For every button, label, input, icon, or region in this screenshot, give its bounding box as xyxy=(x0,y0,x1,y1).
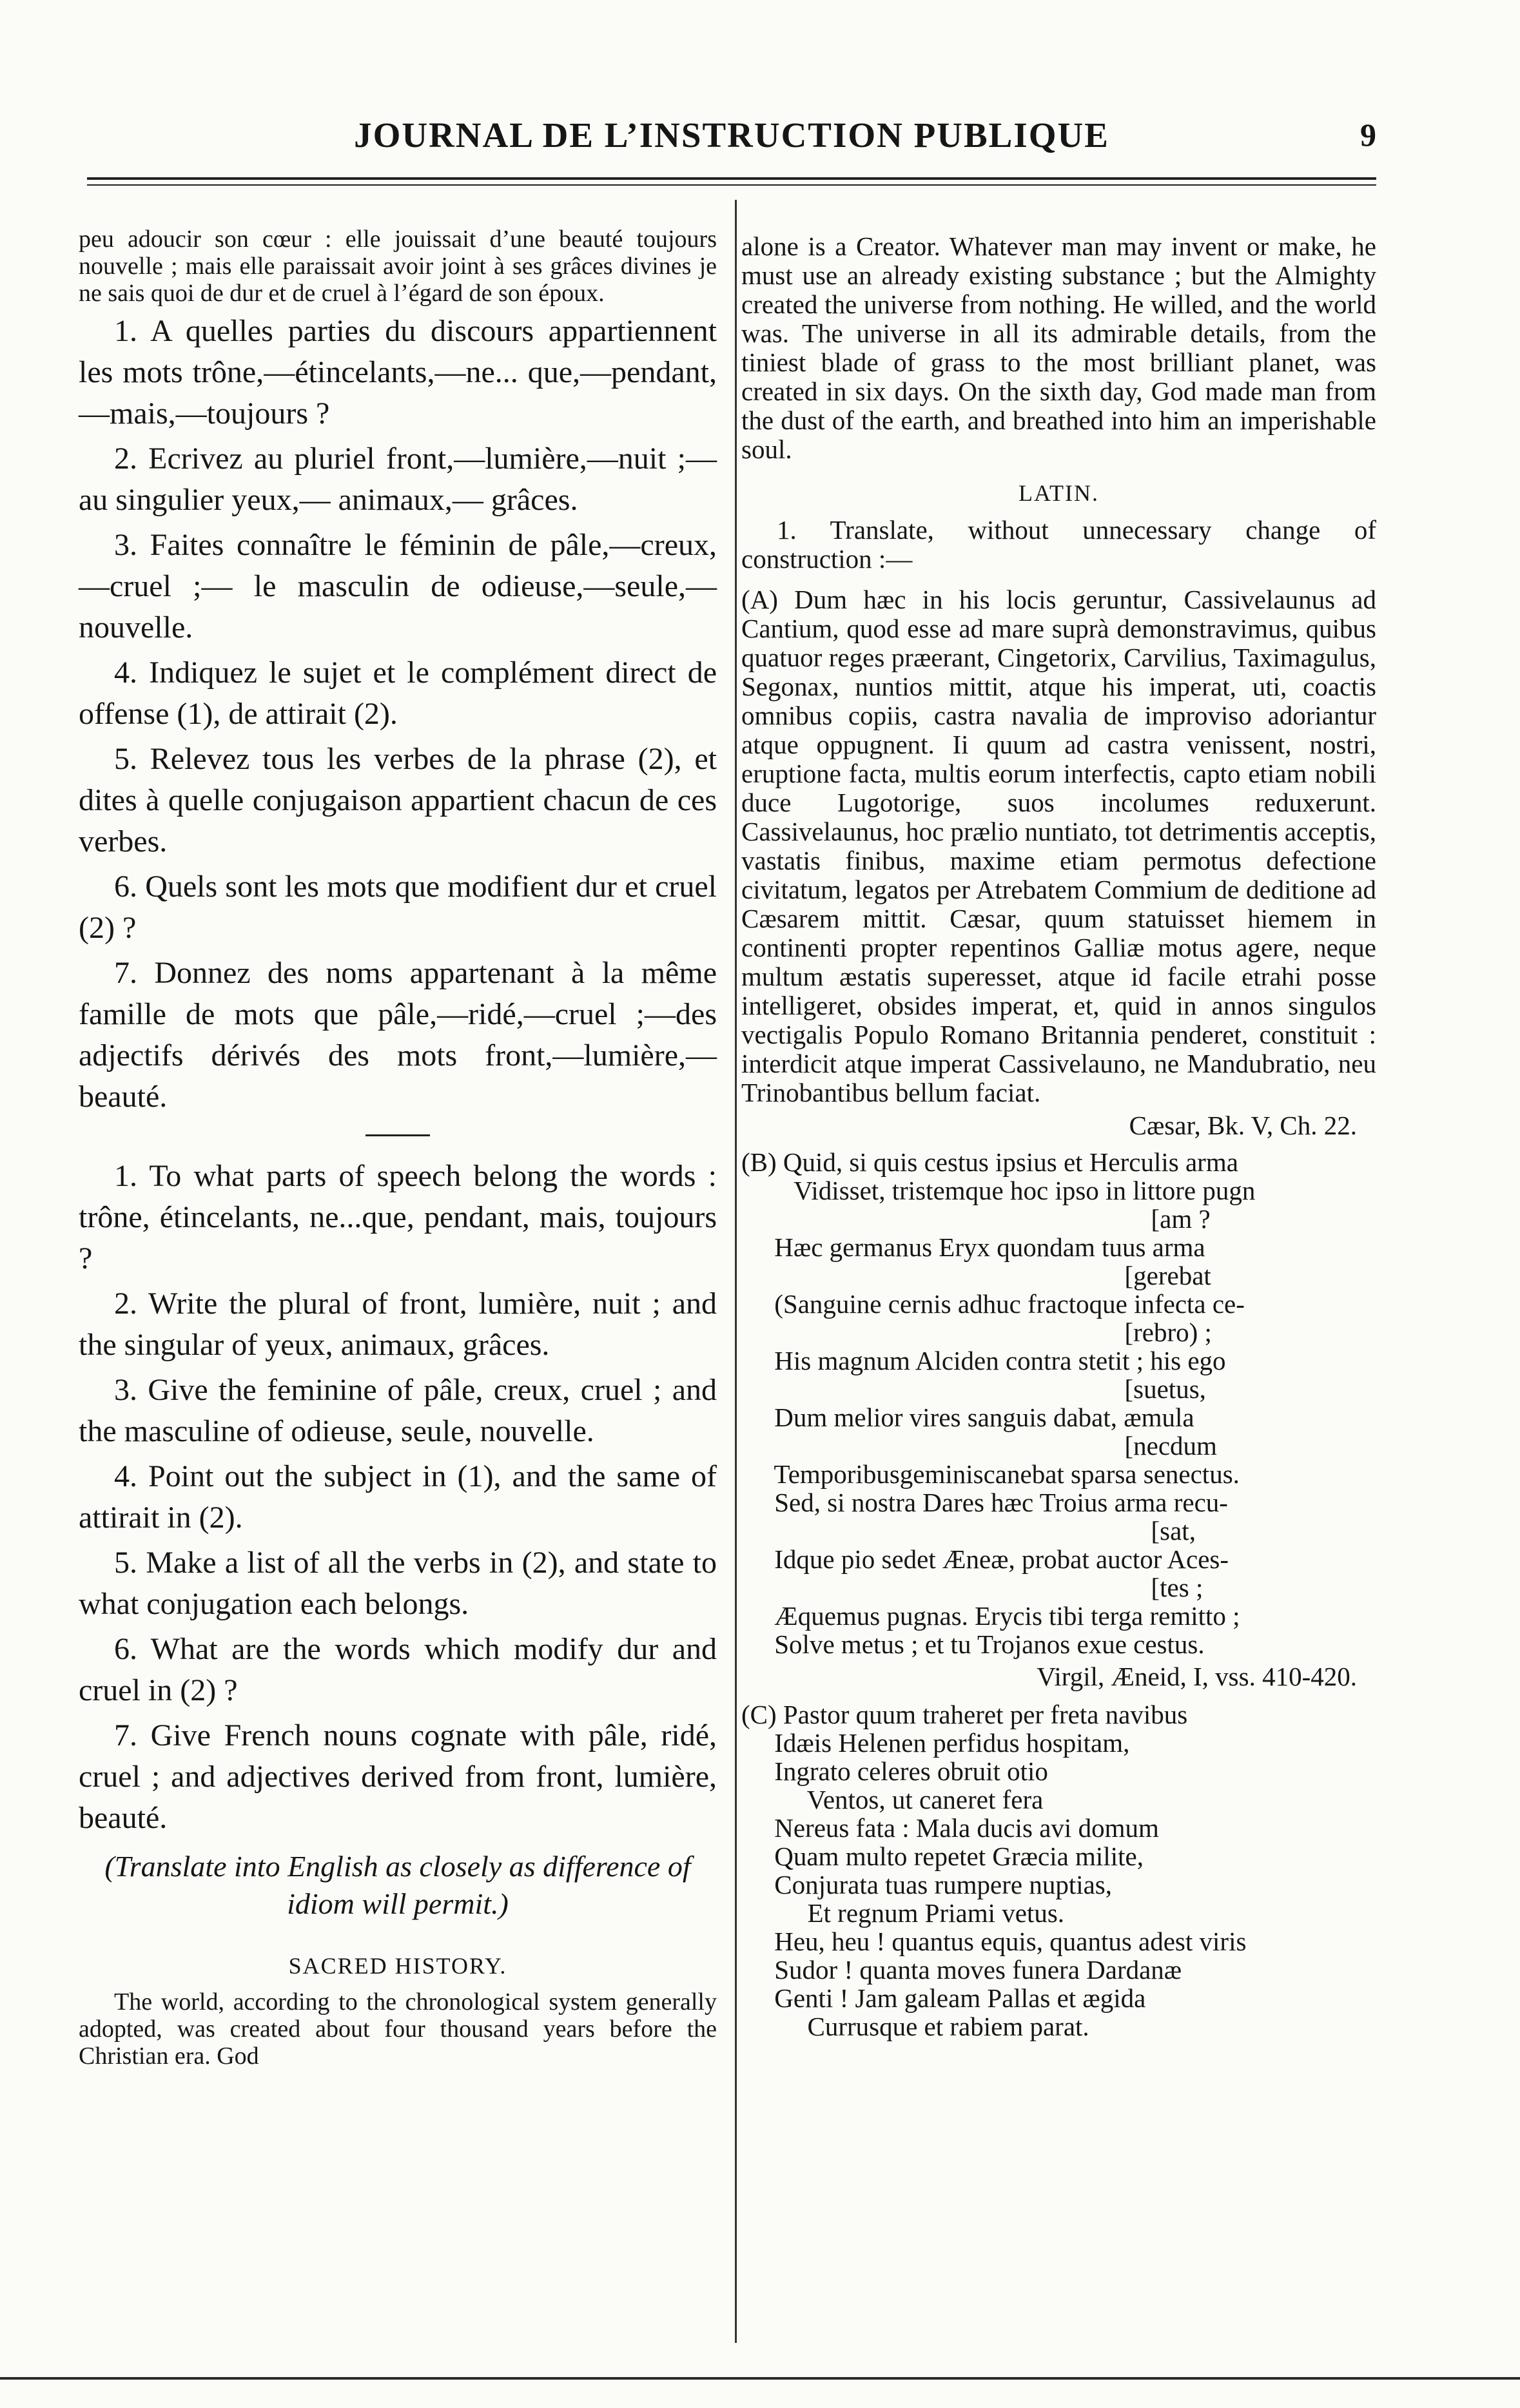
english-question-2: 2. Write the plural of front, lumière, nuit ; and the singular of yeux, animaux, grâces. xyxy=(79,1287,717,1362)
journal-title: JOURNAL DE L’INSTRUCTION PUBLIQUE xyxy=(354,115,1109,155)
french-question-4: 4. Indiquez le sujet et le complément direct de offense (1), de attirait (2). xyxy=(79,655,717,731)
page-bottom-edge xyxy=(0,2377,1520,2380)
verse-line: Ventos, ut caneret fera xyxy=(741,1785,1044,1814)
verse-line: (Sanguine cernis adhuc fractoque infecta ce- xyxy=(741,1289,1245,1319)
passage-b xyxy=(741,1148,1376,1658)
passage-b-source: Virgil, Æneid, I, vss. 410-420. xyxy=(1037,1662,1357,1691)
verse-line: Heu, heu ! quantus equis, quantus adest viris xyxy=(741,1927,1247,1956)
verse-line: [gerebat xyxy=(741,1261,1211,1290)
verse-line: Nereus fata : Mala ducis avi domum xyxy=(741,1813,1159,1843)
left-column xyxy=(79,226,717,2070)
verse-line: [necdum xyxy=(741,1431,1217,1461)
verse-line: Ingrato celeres obruit otio xyxy=(741,1756,1048,1786)
right-column xyxy=(741,232,1376,2041)
verse-line: Dum melior vires sanguis dabat, æmula xyxy=(741,1403,1194,1432)
sacred-history-heading: SACRED HISTORY. xyxy=(288,1953,507,1979)
verse-line: Genti ! Jam galeam Pallas et ægida xyxy=(741,1983,1146,2013)
translation-note: (Translate into English as closely as difference of idiom will permit.) xyxy=(104,1850,691,1920)
intro-paragraph: peu adoucir son cœur : elle jouissait d’une beauté toujours nouvelle ; mais elle paraissait avoir joint à ses grâces divines je ne sais quoi de dur et de cruel à l’égard de son époux. xyxy=(79,226,717,307)
verse-line: Solve metus ; et tu Trojanos exue cestus. xyxy=(741,1629,1205,1659)
french-question-5: 5. Relevez tous les verbes de la phrase (2), et dites à quelle conjugaison appartient chacun de ces verbes. xyxy=(79,742,717,859)
verse-line: Æquemus pugnas. Erycis tibi terga remitto ; xyxy=(741,1601,1240,1631)
english-question-7: 7. Give French nouns cognate with pâle, ridé, cruel ; and adjectives derived from front, lumière, beauté. xyxy=(79,1718,717,1835)
verse-line: [suetus, xyxy=(741,1374,1206,1404)
page-number: 9 xyxy=(1360,117,1376,153)
latin-instruction: 1. Translate, without unnecessary change of construction :— xyxy=(741,515,1376,574)
passage-c xyxy=(741,1700,1376,2041)
verse-line: Conjurata tuas rumpere nuptias, xyxy=(741,1870,1113,1899)
verse-line: [tes ; xyxy=(741,1573,1203,1602)
verse-line: [am ? xyxy=(741,1204,1211,1234)
column-divider xyxy=(735,200,737,2343)
verse-line: [rebro) ; xyxy=(741,1317,1212,1347)
french-question-3: 3. Faites connaître le féminin de pâle,—creux,—cruel ;— le masculin de odieuse,—seule,—nouvelle. xyxy=(79,528,717,645)
verse-line: His magnum Alciden contra stetit ; his ego xyxy=(741,1346,1226,1375)
french-question-7: 7. Donnez des noms appartenant à la même famille de mots que pâle,—ridé,—cruel ;—des adjectifs dérivés des mots front,—lumière,—beauté. xyxy=(79,956,717,1114)
english-question-4: 4. Point out the subject in (1), and the same of attirait in (2). xyxy=(79,1459,717,1535)
verse-line: (C) Pastor quum traheret per freta navibus xyxy=(741,1700,1188,1729)
english-question-6: 6. What are the words which modify dur and cruel in (2) ? xyxy=(79,1632,717,1707)
sacred-history-text: The world, according to the chronological system generally adopted, was created about four thousand years before the Christian era. God xyxy=(79,1988,717,2070)
verse-line: Hæc germanus Eryx quondam tuus arma xyxy=(741,1232,1205,1262)
page-header xyxy=(87,115,1376,173)
passage-a-source: Cæsar, Bk. V, Ch. 22. xyxy=(1129,1111,1357,1140)
verse-line: Idque pio sedet Æneæ, probat auctor Aces- xyxy=(741,1544,1229,1574)
verse-line: Quam multo repetet Græcia milite, xyxy=(741,1841,1144,1871)
english-question-5: 5. Make a list of all the verbs in (2), and state to what conjugation each belongs. xyxy=(79,1546,717,1621)
header-rule-thick xyxy=(87,177,1376,180)
verse-line: [sat, xyxy=(741,1516,1196,1546)
french-question-2: 2. Ecrivez au pluriel front,—lumière,—nuit ;— au singulier yeux,— animaux,— grâces. xyxy=(79,442,717,517)
latin-heading: LATIN. xyxy=(1018,480,1099,506)
section-separator xyxy=(365,1134,430,1136)
french-question-6: 6. Quels sont les mots que modifient dur et cruel (2) ? xyxy=(79,869,717,945)
english-question-1: 1. To what parts of speech belong the words : trône, étincelants, ne...que, pendant, mais, toujours ? xyxy=(79,1159,717,1276)
english-question-3: 3. Give the feminine of pâle, creux, cruel ; and the masculine of odieuse, seule, nouvelle. xyxy=(79,1373,717,1448)
verse-line: Idæis Helenen perfidus hospitam, xyxy=(741,1728,1130,1758)
verse-line: Currusque et rabiem parat. xyxy=(741,2012,1089,2041)
creator-paragraph: alone is a Creator. Whatever man may invent or make, he must use an already existing substance ; but the Almighty created the universe from nothing. He willed, and the world was. The universe in all its admirable details, from the tiniest blade of grass to the most brilliant planet, was created in six days. On the sixth day, God made man from the dust of the earth, and breathed into him an imperishable soul. xyxy=(741,231,1376,464)
verse-line: Et regnum Priami vetus. xyxy=(741,1898,1065,1928)
french-question-1: 1. A quelles parties du discours appartiennent les mots trône,—étincelants,—ne... que,—pendant,—mais,—toujours ? xyxy=(79,314,717,431)
verse-line: Sudor ! quanta moves funera Dardanæ xyxy=(741,1955,1182,1985)
verse-line: Vidisset, tristemque hoc ipso in littore pugn xyxy=(741,1176,1256,1205)
passage-a: (A) Dum hæc in his locis geruntur, Cassivelaunus ad Cantium, quod esse ad mare suprà demonstravimus, quibus quatuor reges præerant, Cingetorix, Carvilius, Taximagulus, Segonax, nuntios mittit, atque his imperat, uti, coactis omnibus copiis, castra navalia de improviso adoriantur atque oppugnent. Ii quum ad castra venissent, nostri, eruptione facta, multis eorum interfectis, capto etiam nobili duce Lugotorige, suos incolumes reduxerunt. Cassivelaunus, hoc prælio nuntiato, tot detrimentis acceptis, vastatis finibus, maxime etiam permotus defectione civitatum, legatos per Atrebatem Commium de deditione ad Cæsarem mittit. Cæsar, quum statuisset hiemem in continenti propter repentinos Galliæ motus agere, neque multum æstatis superesset, atque id facile etrahi posse intelligeret, obsides imperat, et, quid in annos singulos vectigalis Populo Romano Britannia penderet, constituit : interdicit atque imperat Cassivelauno, ne Mandubratio, neu Trinobantibus bellum faciat. xyxy=(741,585,1376,1107)
header-rule-thin xyxy=(87,184,1376,186)
verse-line: Temporibusgeminiscanebat sparsa senectus. xyxy=(741,1459,1240,1489)
verse-line: (B) Quid, si quis cestus ipsius et Herculis arma xyxy=(741,1147,1238,1177)
verse-line: Sed, si nostra Dares hæc Troius arma recu- xyxy=(741,1488,1228,1517)
